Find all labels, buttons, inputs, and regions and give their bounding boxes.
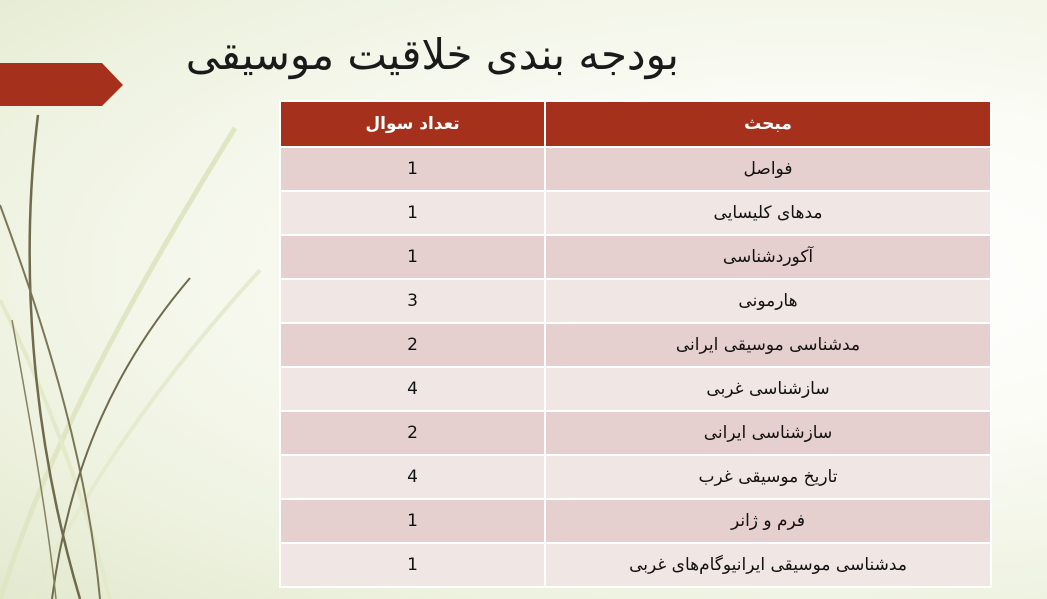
topic-cell: آکوردشناسی (545, 235, 991, 279)
topic-cell: هارمونی (545, 279, 991, 323)
table-row (280, 543, 991, 587)
count-cell: 2 (280, 323, 545, 367)
table-row (280, 147, 991, 191)
topic-cell: فرم و ژانر (545, 499, 991, 543)
table-row (280, 323, 991, 367)
topic-cell: فواصل (545, 147, 991, 191)
table-row (280, 367, 991, 411)
topic-cell: سازشناسی غربی (545, 367, 991, 411)
grass-blade-faint (0, 128, 235, 599)
count-cell: 4 (280, 455, 545, 499)
grass-blade-faint (0, 300, 110, 599)
count-cell: 2 (280, 411, 545, 455)
count-cell: 1 (280, 235, 545, 279)
grass-blade (12, 320, 56, 599)
table-row (280, 279, 991, 323)
table-header-row (280, 101, 991, 147)
table-row (280, 411, 991, 455)
header-count: تعداد سوال (280, 101, 545, 147)
table-row (280, 191, 991, 235)
topic-cell: مدهای کلیسایی (545, 191, 991, 235)
title-accent-shape (0, 63, 123, 106)
topic-cell: سازشناسی ایرانی (545, 411, 991, 455)
count-cell: 4 (280, 367, 545, 411)
slide-title: بودجه بندی خلاقیت موسیقی (185, 30, 679, 79)
count-cell: 1 (280, 543, 545, 587)
table-row (280, 499, 991, 543)
grass-blade-faint (30, 270, 260, 599)
grass-blade (0, 205, 100, 599)
topic-cell: مدشناسی موسیقی ایرانی (545, 323, 991, 367)
grass-blade (30, 115, 80, 599)
table-row (280, 235, 991, 279)
count-cell: 1 (280, 191, 545, 235)
topic-cell: تاریخ موسیقی غرب (545, 455, 991, 499)
grass-blade (52, 278, 190, 599)
table-row (280, 455, 991, 499)
topic-cell: مدشناسی موسیقی ایرانیوگام‌های غربی (545, 543, 991, 587)
header-topic: مبحث (545, 101, 991, 147)
count-cell: 3 (280, 279, 545, 323)
budget-table (279, 100, 992, 588)
count-cell: 1 (280, 499, 545, 543)
count-cell: 1 (280, 147, 545, 191)
